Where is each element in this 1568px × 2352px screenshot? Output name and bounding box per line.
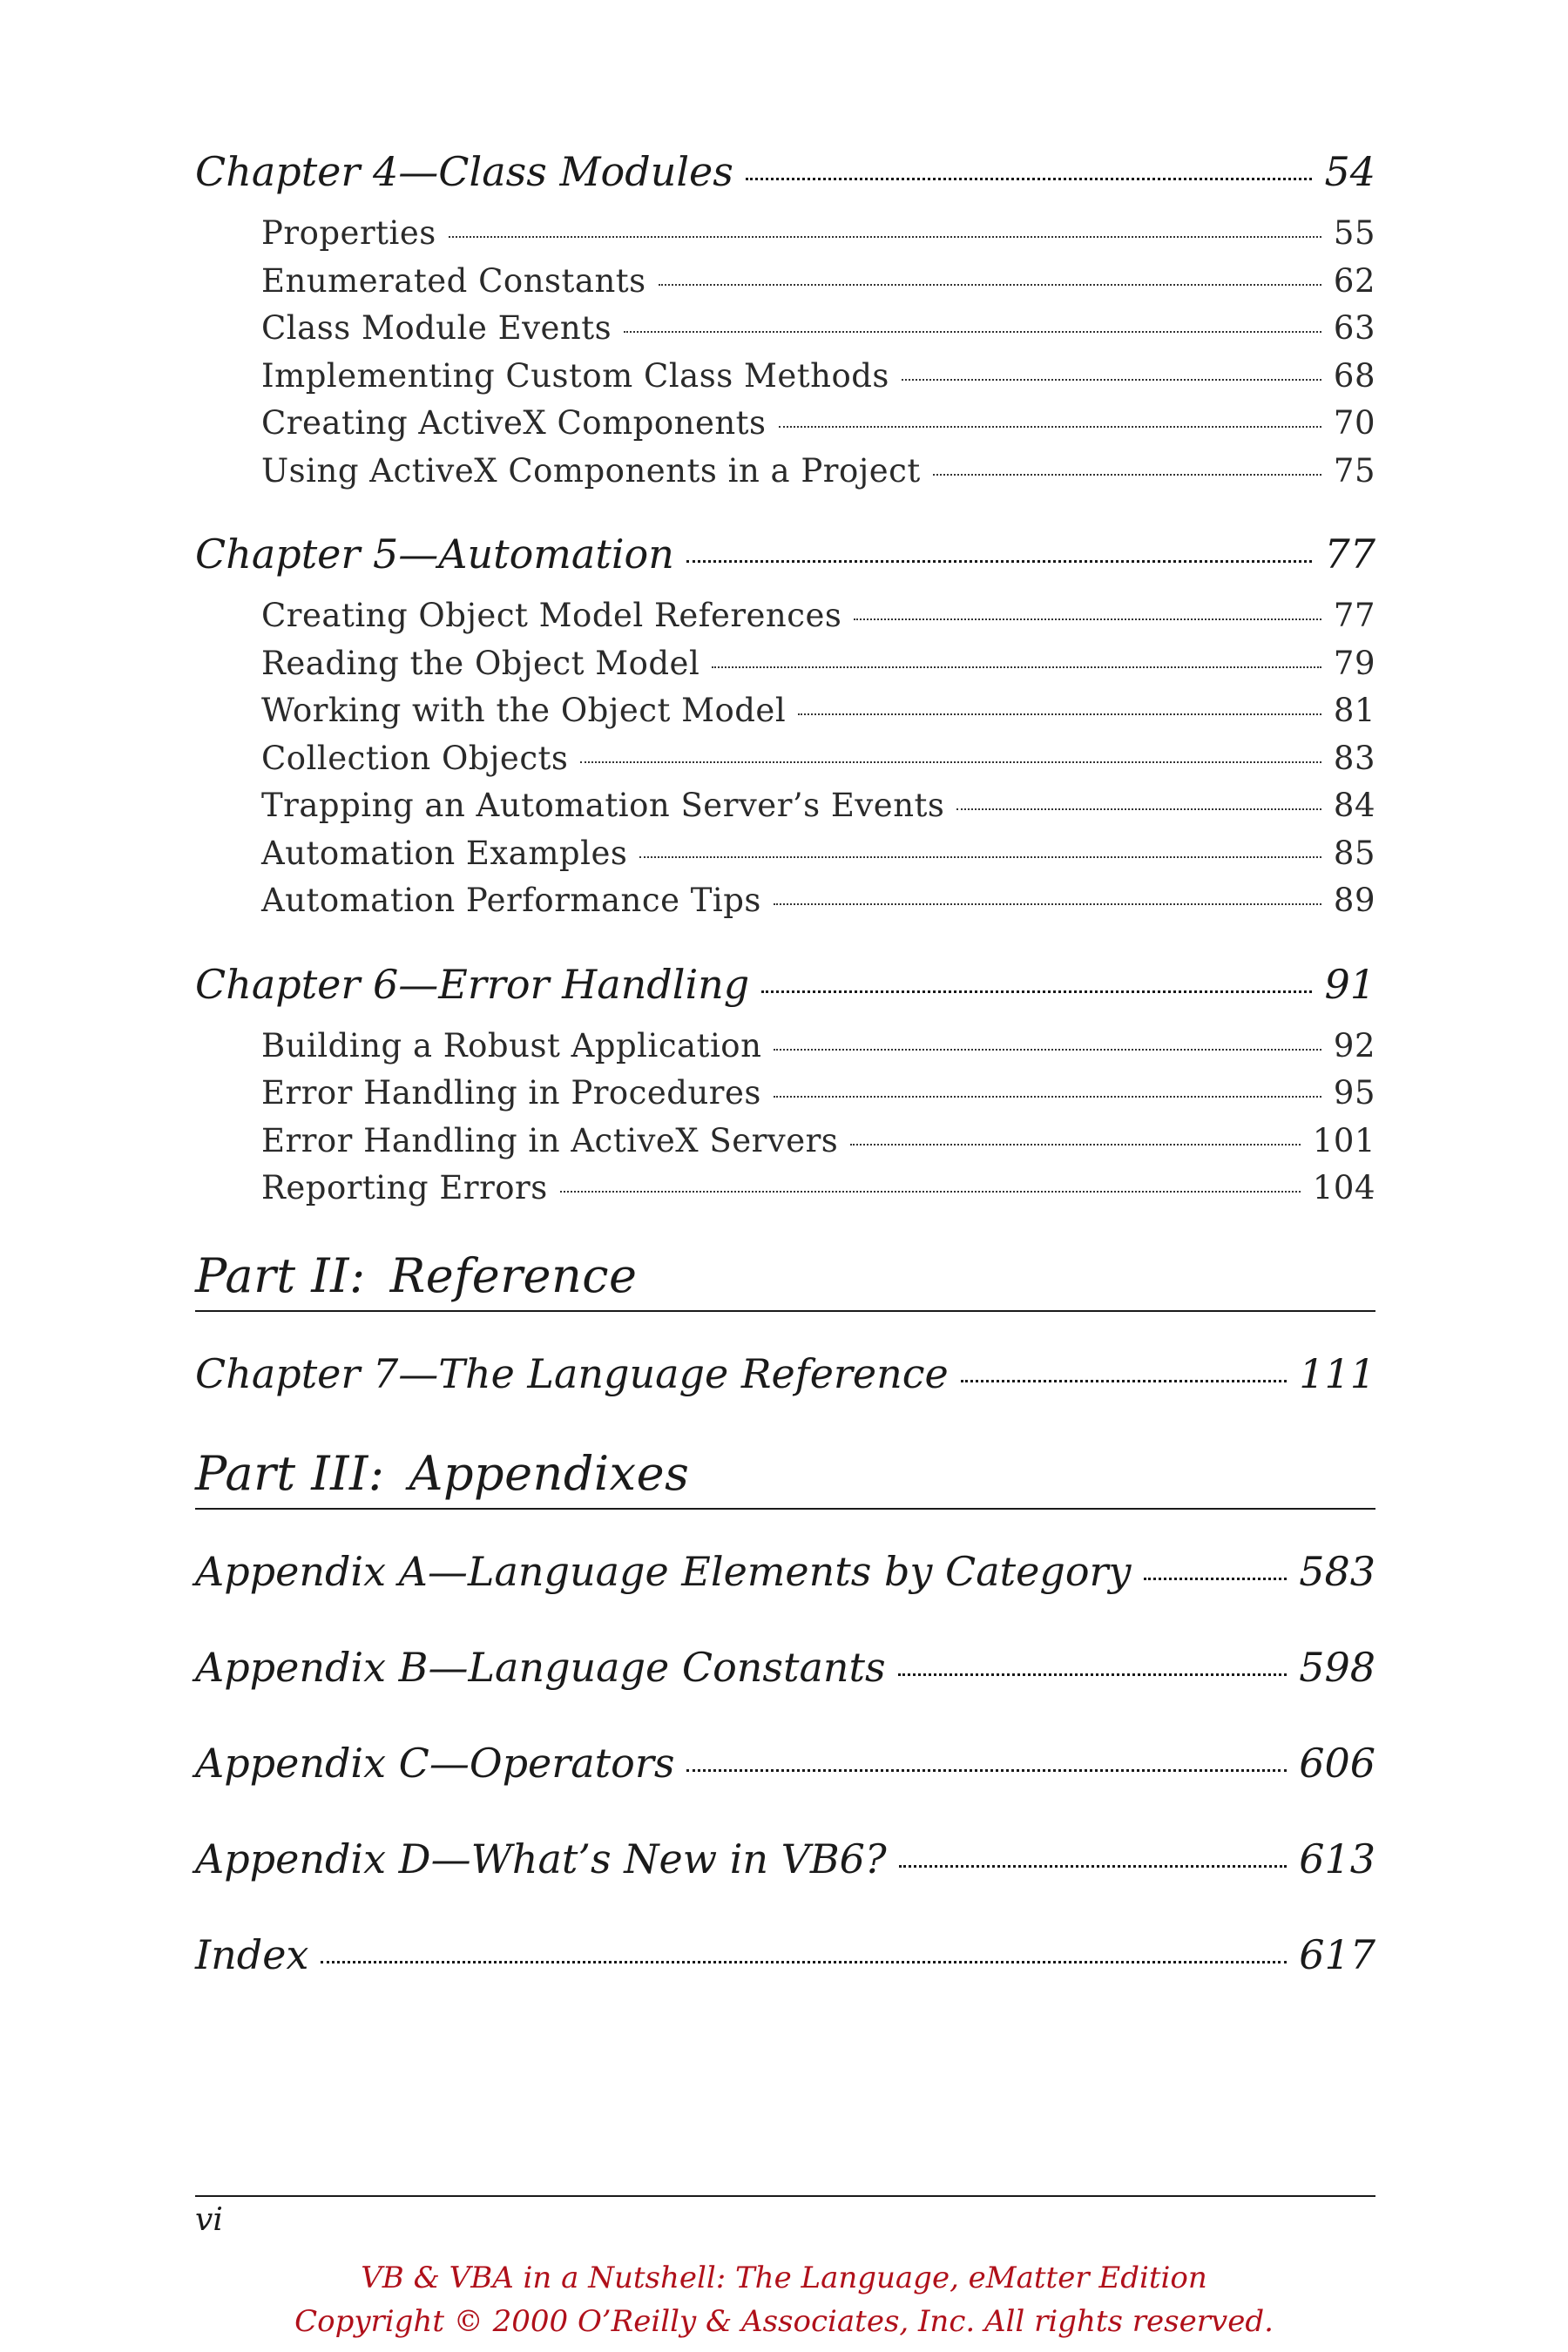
section-entry[interactable]: [261, 835, 1375, 882]
footer-rule: [195, 2195, 1375, 2197]
section-title: Working with the Object Model: [261, 692, 787, 729]
section-page-number: 81: [1333, 692, 1375, 729]
section-entry[interactable]: [261, 740, 1375, 787]
section-page-number: 89: [1333, 882, 1375, 919]
section-page-number: 95: [1333, 1074, 1375, 1112]
copyright-line: Copyright © 2000 O’Reilly & Associates, Inc. All rights reserved.: [294, 2304, 1274, 2339]
section-page-number: 63: [1333, 309, 1375, 347]
chapter-page-number: 77: [1324, 531, 1375, 578]
section-title: Using ActiveX Components in a Project: [261, 451, 921, 490]
chapter-6-block: [195, 961, 1375, 1217]
section-title: Class Module Events: [261, 309, 612, 347]
chapter-page-number: 111: [1299, 1349, 1375, 1397]
section-page-number: 68: [1333, 356, 1375, 395]
dot-leader: [560, 1191, 1301, 1193]
section-title: Creating Object Model References: [261, 597, 842, 634]
section-entry[interactable]: [261, 597, 1375, 645]
chapter-entry[interactable]: [195, 148, 1375, 206]
dot-leader: [774, 1049, 1321, 1051]
dot-leader: [956, 808, 1321, 810]
section-entry[interactable]: [261, 452, 1375, 500]
appendix-entry[interactable]: [195, 1548, 1375, 1605]
chapter-page-number: 54: [1324, 148, 1375, 195]
section-title: Creating ActiveX Components: [261, 404, 767, 442]
dot-leader: [898, 1673, 1288, 1676]
table-of-contents: [195, 148, 1375, 2027]
section-entry[interactable]: [261, 692, 1375, 740]
page-folio: vi: [195, 2202, 223, 2238]
section-entry[interactable]: [261, 214, 1375, 262]
appendix-page-number: 598: [1299, 1643, 1375, 1691]
section-entry[interactable]: [261, 1122, 1375, 1170]
section-page-number: 55: [1333, 214, 1375, 252]
edition-footer: [0, 2256, 1568, 2343]
dot-leader: [1144, 1578, 1288, 1580]
section-entry[interactable]: [261, 357, 1375, 405]
section-page-number: 85: [1333, 834, 1375, 872]
section-title: Collection Objects: [261, 739, 569, 777]
appendix-title: Appendix C—Operators: [195, 1739, 675, 1787]
appendix-page-number: 606: [1299, 1739, 1375, 1787]
dot-leader: [580, 761, 1321, 763]
section-entry[interactable]: [261, 404, 1375, 452]
section-entry[interactable]: [261, 309, 1375, 357]
section-title: Automation Examples: [261, 834, 628, 872]
section-page-number: 79: [1333, 644, 1375, 682]
dot-leader: [774, 1096, 1321, 1098]
section-entry[interactable]: [261, 787, 1375, 835]
section-page-number: 104: [1312, 1169, 1375, 1206]
section-title: Error Handling in Procedures: [261, 1074, 761, 1112]
part-3-heading: [195, 1446, 1375, 1510]
dot-leader: [321, 1961, 1287, 1963]
appendix-page-number: 583: [1299, 1547, 1375, 1595]
chapter-entry[interactable]: [195, 1350, 1375, 1408]
section-entry[interactable]: [261, 1074, 1375, 1122]
section-title: Error Handling in ActiveX Servers: [261, 1121, 839, 1159]
chapter-title: Chapter 6—Error Handling: [195, 960, 750, 1008]
section-page-number: 84: [1333, 787, 1375, 824]
section-entry[interactable]: [261, 1169, 1375, 1217]
appendix-entry[interactable]: [195, 1740, 1375, 1797]
appendix-entry[interactable]: [195, 1835, 1375, 1893]
section-title: Reading the Object Model: [261, 644, 700, 682]
chapter-4-block: [195, 148, 1375, 499]
dot-leader: [761, 990, 1312, 993]
appendix-title: Appendix D—What’s New in VB6?: [195, 1835, 887, 1882]
section-entry[interactable]: [261, 1027, 1375, 1075]
section-page-number: 62: [1333, 261, 1375, 300]
part-2-heading: [195, 1248, 1375, 1312]
section-list: [195, 1027, 1375, 1217]
section-entry[interactable]: [261, 645, 1375, 693]
section-title: Implementing Custom Class Methods: [261, 356, 889, 395]
appendix-title: Appendix B—Language Constants: [195, 1643, 886, 1691]
dot-leader: [624, 331, 1321, 333]
part-label: Part II:: [195, 1247, 366, 1303]
section-page-number: 77: [1333, 597, 1375, 634]
index-entry[interactable]: [195, 1931, 1375, 1989]
dot-leader: [899, 1865, 1288, 1868]
section-title: Automation Performance Tips: [261, 882, 761, 919]
chapter-page-number: 91: [1324, 960, 1375, 1008]
dot-leader: [854, 618, 1321, 620]
part-label: Part III:: [195, 1445, 385, 1501]
dot-leader: [659, 284, 1321, 286]
dot-leader: [850, 1144, 1301, 1146]
section-title: Reporting Errors: [261, 1169, 548, 1206]
section-page-number: 70: [1333, 404, 1375, 442]
section-page-number: 101: [1312, 1121, 1375, 1159]
dot-leader: [933, 474, 1321, 476]
dot-leader: [449, 236, 1321, 238]
dot-leader: [779, 426, 1321, 428]
section-title: Trapping an Automation Server’s Events: [261, 787, 945, 824]
section-title: Properties: [261, 214, 436, 252]
index-title: Index: [195, 1930, 309, 1978]
chapter-title: Chapter 5—Automation: [195, 531, 674, 578]
part-name: Reference: [389, 1247, 638, 1303]
part-name: Appendixes: [409, 1445, 690, 1501]
chapter-title: Chapter 7—The Language Reference: [195, 1349, 949, 1397]
dot-leader: [961, 1380, 1287, 1382]
appendix-page-number: 613: [1299, 1835, 1375, 1882]
dot-leader: [712, 666, 1321, 668]
section-page-number: 75: [1333, 451, 1375, 490]
section-page-number: 92: [1333, 1026, 1375, 1064]
section-entry[interactable]: [261, 882, 1375, 929]
dot-leader: [639, 856, 1321, 858]
index-page-number: 617: [1299, 1930, 1375, 1978]
chapter-title: Chapter 4—Class Modules: [195, 148, 733, 195]
section-title: Enumerated Constants: [261, 261, 646, 300]
chapter-entry[interactable]: [195, 961, 1375, 1018]
appendix-entry[interactable]: [195, 1644, 1375, 1701]
chapter-5-block: [195, 531, 1375, 929]
dot-leader: [774, 903, 1321, 905]
section-title: Building a Robust Application: [261, 1026, 762, 1064]
edition-line: VB & VBA in a Nutshell: The Language, eMatter Edition: [361, 2261, 1207, 2295]
chapter-entry[interactable]: [195, 531, 1375, 588]
dot-leader: [902, 379, 1321, 381]
section-list: [195, 597, 1375, 929]
section-entry[interactable]: [261, 262, 1375, 310]
dot-leader: [746, 178, 1313, 180]
dot-leader: [798, 713, 1321, 715]
section-list: [195, 214, 1375, 499]
dot-leader: [686, 1769, 1287, 1772]
appendix-title: Appendix A—Language Elements by Category: [195, 1547, 1132, 1595]
dot-leader: [686, 560, 1313, 563]
section-page-number: 83: [1333, 739, 1375, 777]
